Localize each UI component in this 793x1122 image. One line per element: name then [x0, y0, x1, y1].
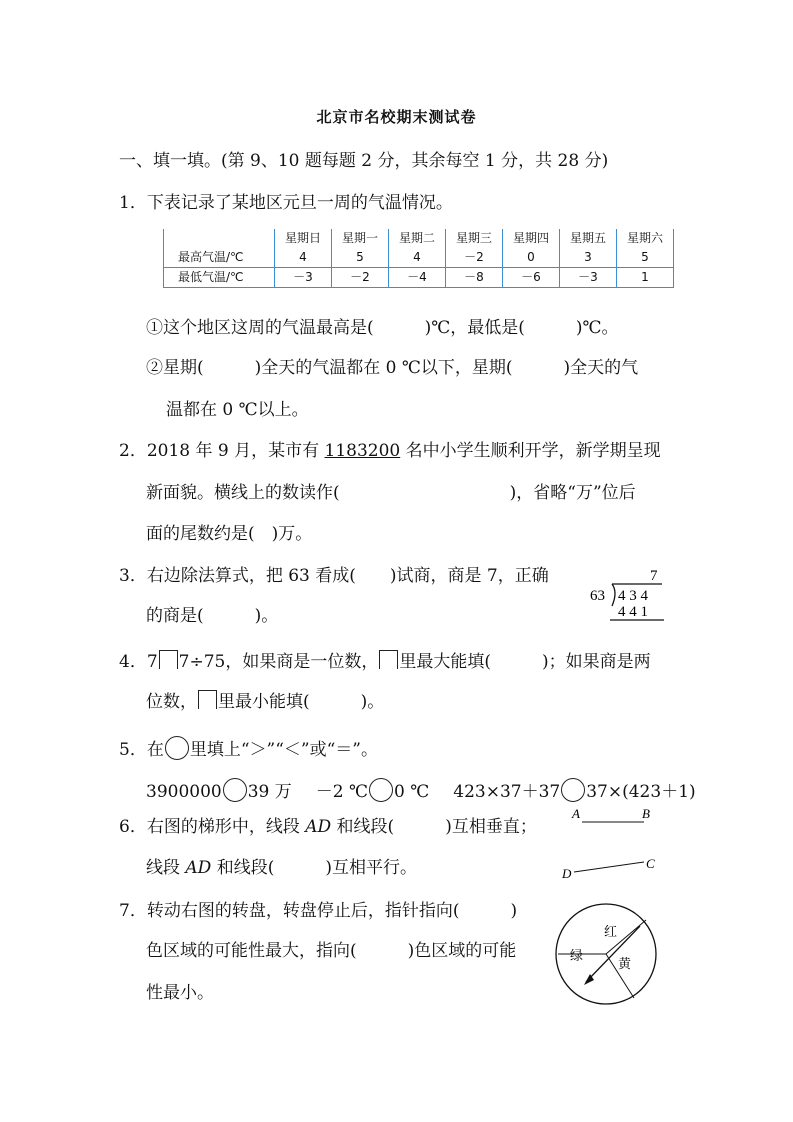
- q4-text-d: 位数，: [146, 692, 197, 712]
- q5-expr3-right: 37×(423＋1): [586, 782, 696, 802]
- q1-sub2-line2: 温都在 0 ℃以上。: [166, 400, 309, 420]
- blank-circle: [561, 778, 585, 802]
- label-c: C: [646, 856, 655, 871]
- q4-text-e: 里最小能填( )。: [218, 692, 385, 712]
- row-label-low: 最低气温/℃: [164, 268, 275, 288]
- table-header-cell: 星期日: [275, 229, 332, 248]
- q5-text-a: 5．在: [119, 740, 164, 760]
- division-quotient: 7: [650, 568, 658, 584]
- q4-text-a: 4．7: [119, 652, 158, 672]
- table-cell: －2: [446, 248, 503, 268]
- blank-circle: [223, 778, 247, 802]
- q2-number: 1183200: [324, 441, 401, 461]
- table-row: [164, 248, 674, 268]
- label-a: A: [572, 806, 580, 821]
- q5-expr1-right: 39 万: [247, 782, 292, 802]
- q5-expressions: [146, 778, 696, 802]
- q6-line1: [119, 817, 537, 837]
- section-heading: 一、填一填。(第 9、10 题每题 2 分，其余每空 1 分，共 28 分): [119, 151, 609, 171]
- label-d: D: [562, 866, 572, 881]
- label-b: B: [642, 806, 650, 821]
- q5-expr3-left: 423×37＋37: [453, 782, 561, 802]
- table-row: [164, 268, 674, 288]
- q6-text-d: 和线段( )互相平行。: [211, 858, 417, 878]
- q4-text-c: 里最大能填( )；如果商是两: [399, 652, 651, 672]
- table-cell: －3: [560, 268, 617, 288]
- blank-circle: [369, 778, 393, 802]
- q5-expr2-left: －2 ℃: [315, 782, 369, 802]
- q6-line2: [146, 858, 417, 878]
- table-header-cell: 星期四: [503, 229, 560, 248]
- table-cell: －4: [389, 268, 446, 288]
- division-dividend: 4 3 4: [618, 588, 648, 604]
- q2-text-a: 2．2018 年 9 月，某市有: [119, 441, 325, 461]
- q3-line2: 的商是( )。: [146, 606, 279, 626]
- table-cell: －8: [446, 268, 503, 288]
- division-product: 4 4 1: [618, 604, 648, 620]
- q2-text-b: 名中小学生顺利开学，新学期呈现: [400, 441, 661, 461]
- table-cell: 5: [617, 248, 674, 268]
- table-row: [164, 229, 674, 248]
- q5-expr1-left: 3900000: [146, 782, 222, 802]
- table-cell: －6: [503, 268, 560, 288]
- table-cell: 5: [332, 248, 389, 268]
- blank-box: [379, 650, 398, 669]
- segment-dc: [574, 862, 644, 872]
- long-division-figure: [588, 566, 668, 622]
- spinner-figure: [554, 902, 658, 1006]
- trapezoid-figure: [560, 804, 670, 884]
- q4-line1: [119, 650, 651, 672]
- temperature-table: [163, 229, 674, 288]
- q6-text-c: 线段: [146, 858, 186, 878]
- page-title: 北京市名校期末测试卷: [316, 108, 477, 126]
- q4-text-b: 7÷75，如果商是一位数，: [178, 652, 379, 672]
- blank-circle: [165, 736, 189, 760]
- q5-expr2-right: 0 ℃: [394, 782, 430, 802]
- table-cell: 4: [275, 248, 332, 268]
- sector-label-red: 红: [604, 925, 618, 940]
- q2-line3: 面的尾数约是( )万。: [146, 524, 313, 544]
- table-corner-cell: [164, 229, 275, 248]
- division-bracket: [612, 584, 615, 606]
- division-divisor: 63: [590, 588, 605, 604]
- q6-segment-ad: AD: [305, 817, 332, 837]
- table-cell: －3: [275, 268, 332, 288]
- blank-box: [159, 650, 178, 669]
- table-cell: 0: [503, 248, 560, 268]
- table-header-cell: 星期六: [617, 229, 674, 248]
- table-cell: 3: [560, 248, 617, 268]
- q6-text-a: 6．右图的梯形中，线段: [119, 817, 306, 837]
- q6-segment-ad: AD: [185, 858, 212, 878]
- table-header-cell: 星期一: [332, 229, 389, 248]
- sector-label-yellow: 黄: [618, 957, 632, 972]
- q7-line3: 性最小。: [146, 983, 214, 1003]
- q1-sub1: ①这个地区这周的气温最高是( )℃，最低是( )℃。: [146, 318, 619, 338]
- table-header-cell: 星期二: [389, 229, 446, 248]
- q7-line2: 色区域的可能性最大，指向( )色区域的可能: [146, 941, 517, 961]
- row-label-high: 最高气温/℃: [164, 248, 275, 268]
- table-cell: 1: [617, 268, 674, 288]
- q5-text-b: 里填上“＞”“＜”或“＝”。: [189, 740, 378, 760]
- sector-label-green: 绿: [570, 949, 584, 964]
- q1-stem: 1．下表记录了某地区元旦一周的气温情况。: [119, 193, 453, 213]
- table-header-cell: 星期五: [560, 229, 617, 248]
- q7-line1: 7．转动右图的转盘，转盘停止后，指针指向( ): [119, 901, 518, 921]
- q2-line1: [119, 441, 661, 461]
- blank-box: [198, 690, 217, 709]
- q1-sub2-line1: ②星期( )全天的气温都在 0 ℃以下，星期( )全天的气: [146, 358, 639, 378]
- table-cell: 4: [389, 248, 446, 268]
- table-cell: －2: [332, 268, 389, 288]
- table-header-cell: 星期三: [446, 229, 503, 248]
- q4-line2: [146, 690, 384, 712]
- q5-stem: [119, 736, 378, 760]
- q2-line2: 新面貌。横线上的数读作( )，省略“万”位后: [146, 483, 636, 503]
- q3-line1: 3．右边除法算式，把 63 看成( )试商，商是 7，正确: [119, 566, 549, 586]
- q6-text-b: 和线段( )互相垂直；: [331, 817, 537, 837]
